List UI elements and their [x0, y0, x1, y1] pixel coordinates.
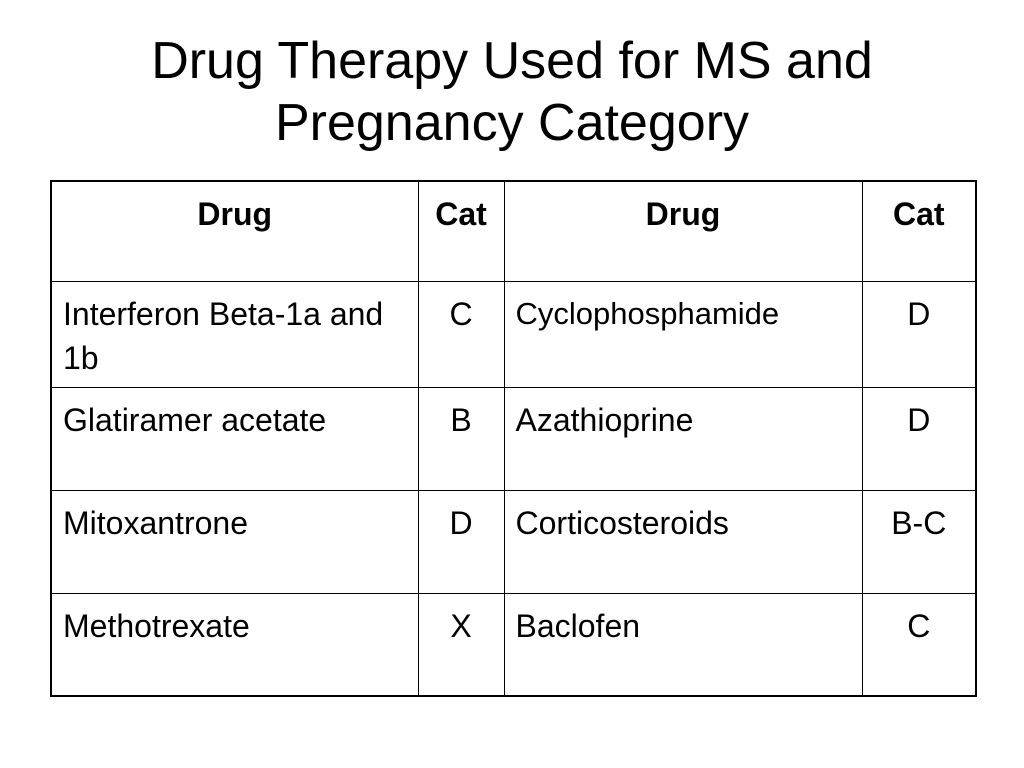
table-row: [51, 593, 976, 696]
drug-cell: Baclofen: [504, 593, 862, 696]
header-cat-right: Cat: [862, 181, 976, 281]
drug-pregnancy-table: [50, 180, 977, 697]
header-cat-left: Cat: [418, 181, 504, 281]
table-row: [51, 387, 976, 490]
category-cell: D: [862, 281, 976, 387]
drug-cell: Mitoxantrone: [51, 490, 418, 593]
drug-cell: Glatiramer acetate: [51, 387, 418, 490]
category-cell: D: [418, 490, 504, 593]
drug-cell: Interferon Beta-1a and 1b: [51, 281, 418, 387]
category-cell: D: [862, 387, 976, 490]
table-row: [51, 490, 976, 593]
header-drug-left: Drug: [51, 181, 418, 281]
drug-cell: Methotrexate: [51, 593, 418, 696]
category-cell: C: [418, 281, 504, 387]
table-header-row: [51, 181, 976, 281]
category-cell: B-C: [862, 490, 976, 593]
category-cell: X: [418, 593, 504, 696]
drug-cell: Cyclophosphamide: [504, 281, 862, 387]
slide-title: [0, 30, 1024, 154]
category-cell: C: [862, 593, 976, 696]
header-drug-right: Drug: [504, 181, 862, 281]
drug-cell: Azathioprine: [504, 387, 862, 490]
slide-title-line-2: Pregnancy Category: [274, 94, 750, 152]
category-cell: B: [418, 387, 504, 490]
slide-title-line-1: Drug Therapy Used for MS and: [151, 32, 873, 90]
table-row: [51, 281, 976, 387]
drug-cell: Corticosteroids: [504, 490, 862, 593]
